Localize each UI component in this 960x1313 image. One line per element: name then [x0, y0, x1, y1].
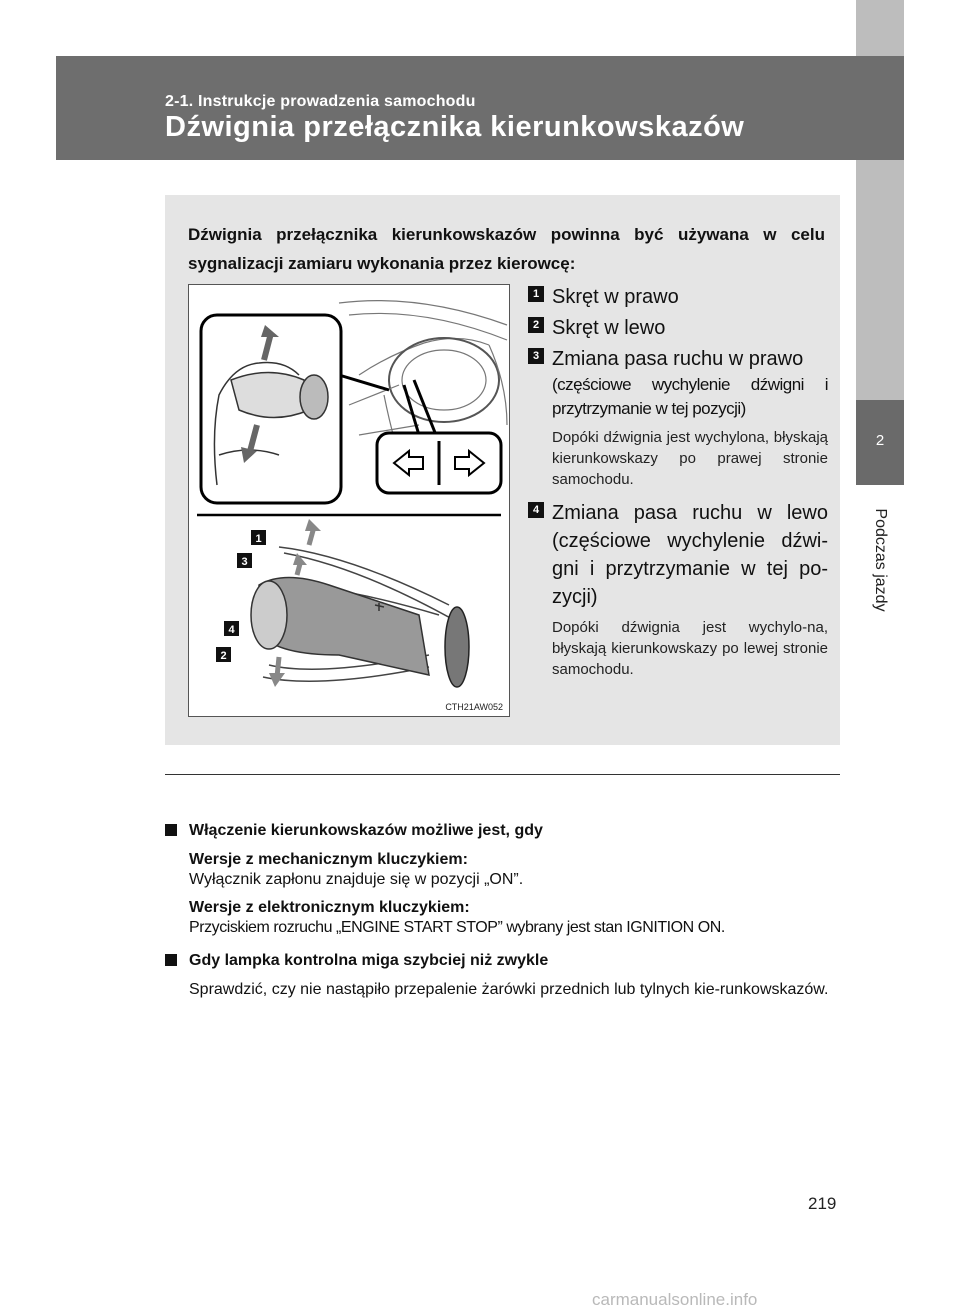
notes-section: [165, 820, 840, 1000]
callout-label: 2: [220, 650, 227, 662]
page-title: Dźwignia przełącznika kierunkowskazów: [165, 111, 745, 143]
lever-diagram: [189, 285, 509, 716]
square-bullet-icon: [165, 824, 177, 836]
list-item: [528, 499, 828, 680]
lever-base: [445, 607, 469, 687]
item-number-badge: 1: [528, 286, 544, 302]
signal-list: [528, 283, 828, 680]
list-item: [528, 283, 828, 311]
callout-pointer: [339, 375, 389, 390]
note-text: Wyłącznik zapłonu znajduje się w pozycji „ON”.: [189, 871, 524, 888]
callout-label: 1: [255, 533, 262, 545]
note-subheading: Wersje z mechanicznym kluczykiem:: [189, 851, 468, 868]
note-text: Przyciskiem rozruchu „ENGINE START STOP” wybrany jest stan IGNITION ON.: [189, 919, 725, 936]
item-number-badge: 2: [528, 317, 544, 333]
item-title: Skręt w prawo: [552, 286, 679, 308]
item-number-badge: 4: [528, 502, 544, 518]
callout-label: 3: [241, 556, 248, 568]
item-title: Zmiana pasa ruchu w prawo: [552, 348, 804, 370]
list-item: [528, 345, 828, 490]
note-subheading: Wersje z elektronicznym kluczykiem:: [189, 899, 470, 916]
item-note: Dopóki dźwignia jest wychylo-na, błyskają kierunkowskazy po lewej stronie samochodu.: [552, 619, 828, 678]
item-number-badge: 3: [528, 348, 544, 364]
section-label: 2-1. Instrukcje prowadzenia samochodu: [165, 93, 476, 110]
figure-code: CTH21AW052: [445, 702, 503, 712]
intro-text: Dźwignia przełącznika kierunkowskazów powinna być używana w celu sygnalizacji zamiaru wykonania przez kierowcę:: [188, 225, 825, 273]
item-title: Skręt w lewo: [552, 317, 666, 339]
note-body: [165, 850, 840, 938]
note-text: Sprawdzić, czy nie nastąpiło przepalenie żarówki przednich lub tylnych kie-runkowskazów.: [189, 981, 829, 998]
item-detail: (częściowe wychylenie dźwigni i przytrzymanie w tej pozycji): [552, 375, 828, 418]
note-heading: Gdy lampka kontrolna miga szybciej niż zwykle: [165, 950, 840, 972]
section-divider: [165, 774, 840, 775]
item-note: Dopóki dźwignia jest wychylona, błyskają kierunkowskazy po prawej stronie samochodu.: [552, 429, 828, 488]
page-number: 219: [808, 1194, 837, 1213]
side-tab-number: 2: [875, 432, 885, 449]
turn-signal-illustration: [188, 284, 510, 717]
item-title: Zmiana pasa ruchu w lewo (częściowe wychylenie dźwi-gni i przytrzymanie w tej po-zycji): [552, 502, 828, 608]
note-heading: Włączenie kierunkowskazów możliwe jest, gdy: [165, 820, 840, 842]
square-bullet-icon: [165, 954, 177, 966]
side-tab-label: Podczas jazdy: [872, 508, 889, 612]
list-item: [528, 314, 828, 342]
watermark: carmanualsonline.info: [592, 1290, 758, 1309]
callout-label: 4: [228, 624, 235, 636]
